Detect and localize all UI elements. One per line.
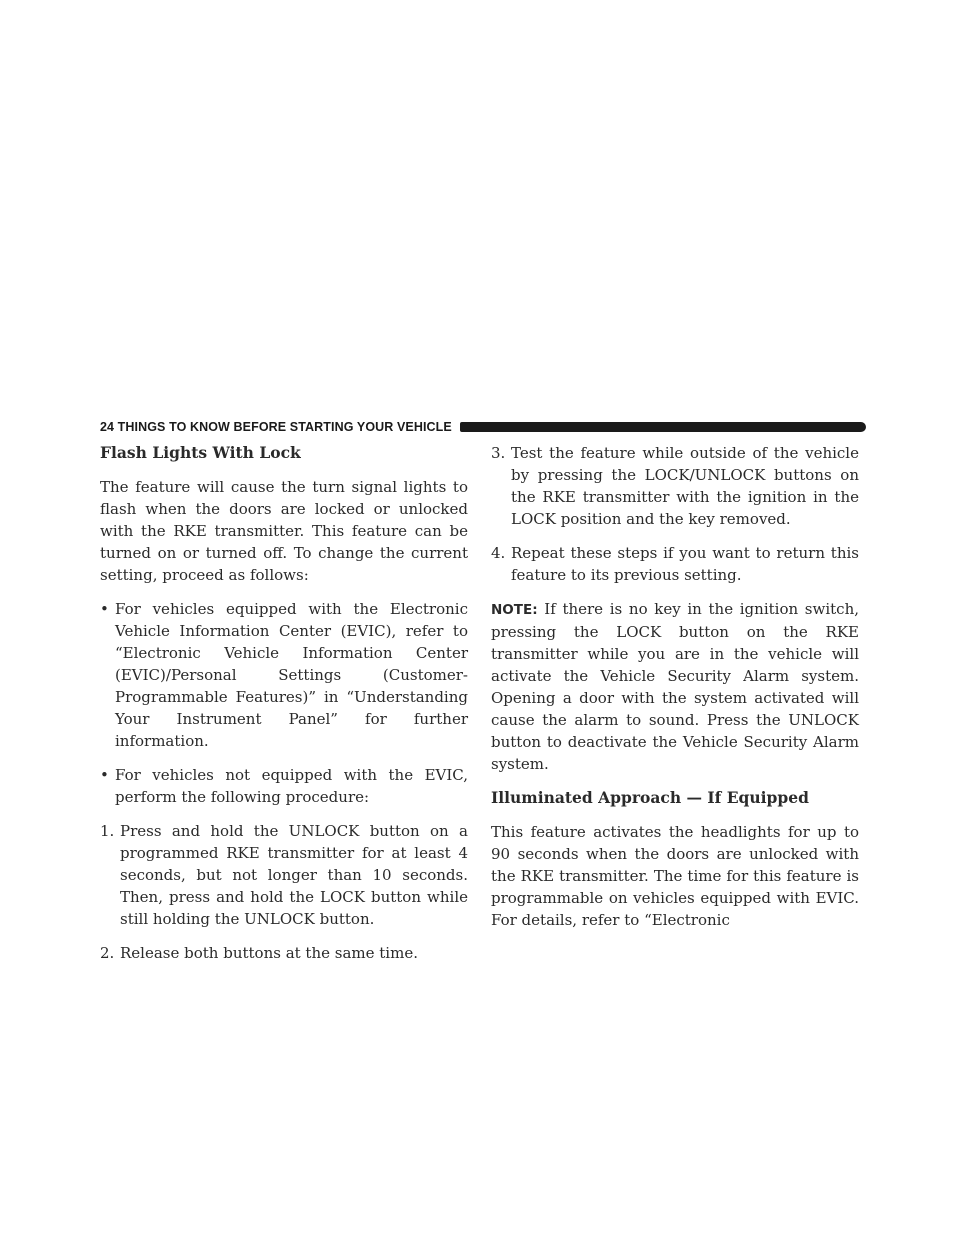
- step-number: 4.: [491, 544, 506, 562]
- step-item: [491, 442, 859, 530]
- note-text: If there is no key in the ignition switch, pressing the LOCK button on the RKE transmitter while you are in the vehicle will activate the Vehicle Security Alarm system. Opening a door with the system activated will cause the alarm to sound. Press the UNLOCK button to deactivate the Vehicle Security Alarm system.: [491, 600, 859, 773]
- step-text: Repeat these steps if you want to return this feature to its previous setting.: [511, 544, 859, 584]
- section-heading-illuminated-approach: Illuminated Approach — If Equipped: [491, 788, 809, 807]
- bullet-text: For vehicles equipped with the Electronic Vehicle Information Center (EVIC), refer to “Electronic Vehicle Information Center (EVIC)/Personal Settings (Customer-Programmable Features)” in “Understanding Your Instrument Panel” for further information.: [115, 600, 468, 750]
- left-column: [100, 442, 468, 964]
- section-heading-flash-lights: Flash Lights With Lock: [100, 443, 301, 462]
- note-label: NOTE:: [491, 602, 538, 618]
- bullet-item: [100, 764, 468, 808]
- bullet-mark: •: [100, 766, 109, 784]
- intro-paragraph: The feature will cause the turn signal lights to flash when the doors are locked or unlocked with the RKE transmitter. This feature can be turned on or turned off. To change the current setting, proceed as follows:: [100, 478, 468, 584]
- right-column: [491, 442, 859, 931]
- illuminated-approach-paragraph: This feature activates the headlights for up to 90 seconds when the doors are unlocked with the RKE transmitter. The time for this feature is programmable on vehicles equipped with EVIC. For details, refer to “Electronic: [491, 823, 859, 929]
- step-item: [100, 942, 468, 964]
- step-text: Press and hold the UNLOCK button on a programmed RKE transmitter for at least 4 seconds, but not longer than 10 seconds. Then, press and hold the LOCK button while still holding the UNLOCK button.: [120, 822, 468, 928]
- step-number: 1.: [100, 822, 115, 840]
- step-number: 3.: [491, 444, 506, 462]
- step-text: Test the feature while outside of the vehicle by pressing the LOCK/UNLOCK buttons on the RKE transmitter with the ignition in the LOCK position and the key removed.: [511, 444, 859, 528]
- step-number: 2.: [100, 944, 115, 962]
- note-paragraph: [491, 598, 859, 775]
- bullet-text: For vehicles not equipped with the EVIC, perform the following procedure:: [115, 766, 468, 806]
- step-text: Release both buttons at the same time.: [120, 944, 418, 962]
- bullet-mark: •: [100, 600, 109, 618]
- page-header: [100, 416, 866, 438]
- bullet-item: [100, 598, 468, 752]
- page-header-title: 24 THINGS TO KNOW BEFORE STARTING YOUR VEHICLE: [100, 420, 452, 434]
- header-rule: [460, 422, 866, 432]
- step-item: [100, 820, 468, 930]
- step-item: [491, 542, 859, 586]
